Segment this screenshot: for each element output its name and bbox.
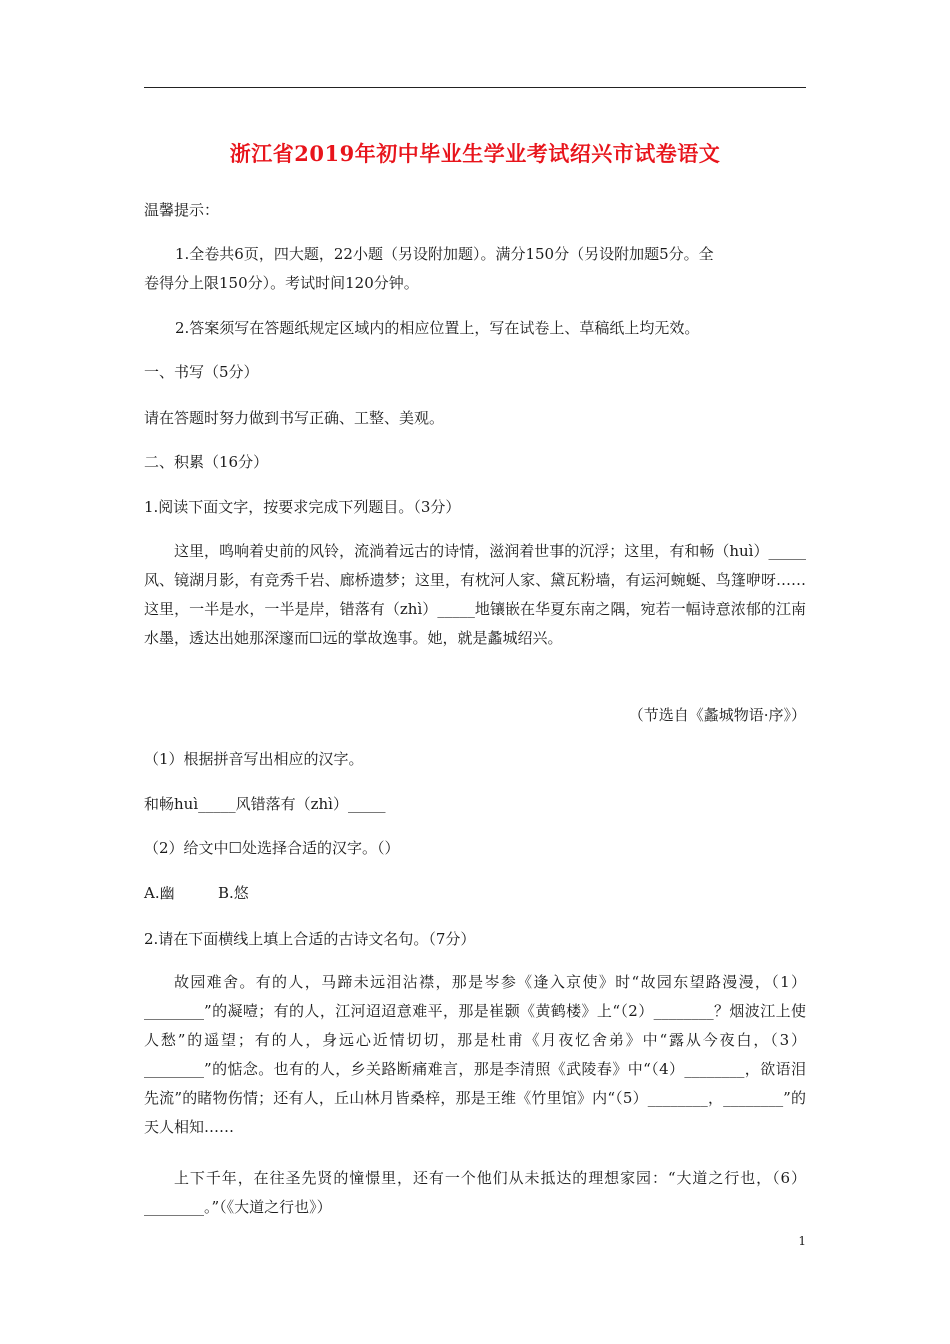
header-rule bbox=[144, 87, 806, 88]
question-1-sub-1: （1）根据拼音写出相应的汉字。 bbox=[144, 750, 364, 768]
notice-heading: 温馨提示： bbox=[144, 201, 220, 219]
question-1-prompt: 1.阅读下面文字，按要求完成下列题目。（3分） bbox=[144, 498, 461, 516]
question-1-sub-1-answer-line: 和畅huì_____风错落有（zhì）_____ bbox=[144, 795, 386, 813]
section-2-heading: 二、积累（16分） bbox=[144, 453, 269, 471]
question-1-source: （节选自《蠡城物语·序》） bbox=[628, 706, 806, 724]
notice-item-1-line-2: 卷得分上限150分）。考试时间120分钟。 bbox=[144, 274, 419, 292]
question-1-sub-2: （2）给文中☐处选择合适的汉字。（） bbox=[144, 839, 400, 857]
notice-item-1-line-1: 1.全卷共6页，四大题，22小题（另设附加题）。满分150分（另设附加题5分。全 bbox=[175, 245, 714, 263]
notice-item-2: 2.答案须写在答题纸规定区域内的相应位置上，写在试卷上、草稿纸上均无效。 bbox=[175, 319, 700, 337]
exam-title: 浙江省2019年初中毕业生学业考试绍兴市试卷语文 bbox=[229, 141, 721, 166]
option-b: B.悠 bbox=[218, 884, 249, 902]
question-1-passage: 这里，鸣响着史前的风铃，流淌着远古的诗情，滋润着世事的沉浮；这里，有和畅（huì）_____风、镜湖月影，有竞秀千岩、廊桥遗梦；这里，有枕河人家、黛瓦粉墙，有运河蜿蜒、鸟篷咿呀……这里，一半是水，一半是岸，错落有（zhì）_____地镶嵌在华夏东南之隅，宛若一幅诗意浓郁的江南水墨，透达出她那深邃而☐远的掌故逸事。她，就是蠡城绍兴。 bbox=[144, 542, 806, 647]
section-1-text: 请在答题时努力做到书写正确、工整、美观。 bbox=[144, 409, 445, 427]
question-2-passage-2: 上下千年，在往圣先贤的憧憬里，还有一个他们从未抵达的理想家园：“大道之行也，（6）________。”（《大道之行也》） bbox=[144, 1169, 806, 1216]
section-1-heading: 一、书写（5分） bbox=[144, 363, 259, 381]
option-a: A.幽 bbox=[144, 884, 175, 902]
question-2-prompt: 2.请在下面横线上填上合适的古诗文名句。（7分） bbox=[144, 930, 476, 948]
page-number: 1 bbox=[798, 1234, 806, 1248]
question-2-passage-1: 故园难舍。有的人，马蹄未远泪沾襟，那是岑参《逢入京使》时“故园东望路漫漫，（1）________”的凝噎；有的人，江河迢迢意难平，那是崔颢《黄鹤楼》上“（2）________？烟波江上使人愁”的遥望；有的人，身远心近情切切，那是杜甫《月夜忆舍弟》中“露从今夜白，（3）________”的惦念。也有的人，乡关路断痛难言，那是李清照《武陵春》中“（4）________，欲语泪先流”的睹物伤情；还有人，丘山林月皆桑梓，那是王维《竹里馆》内“（5）________，________”的天人相知…… bbox=[144, 973, 806, 1136]
